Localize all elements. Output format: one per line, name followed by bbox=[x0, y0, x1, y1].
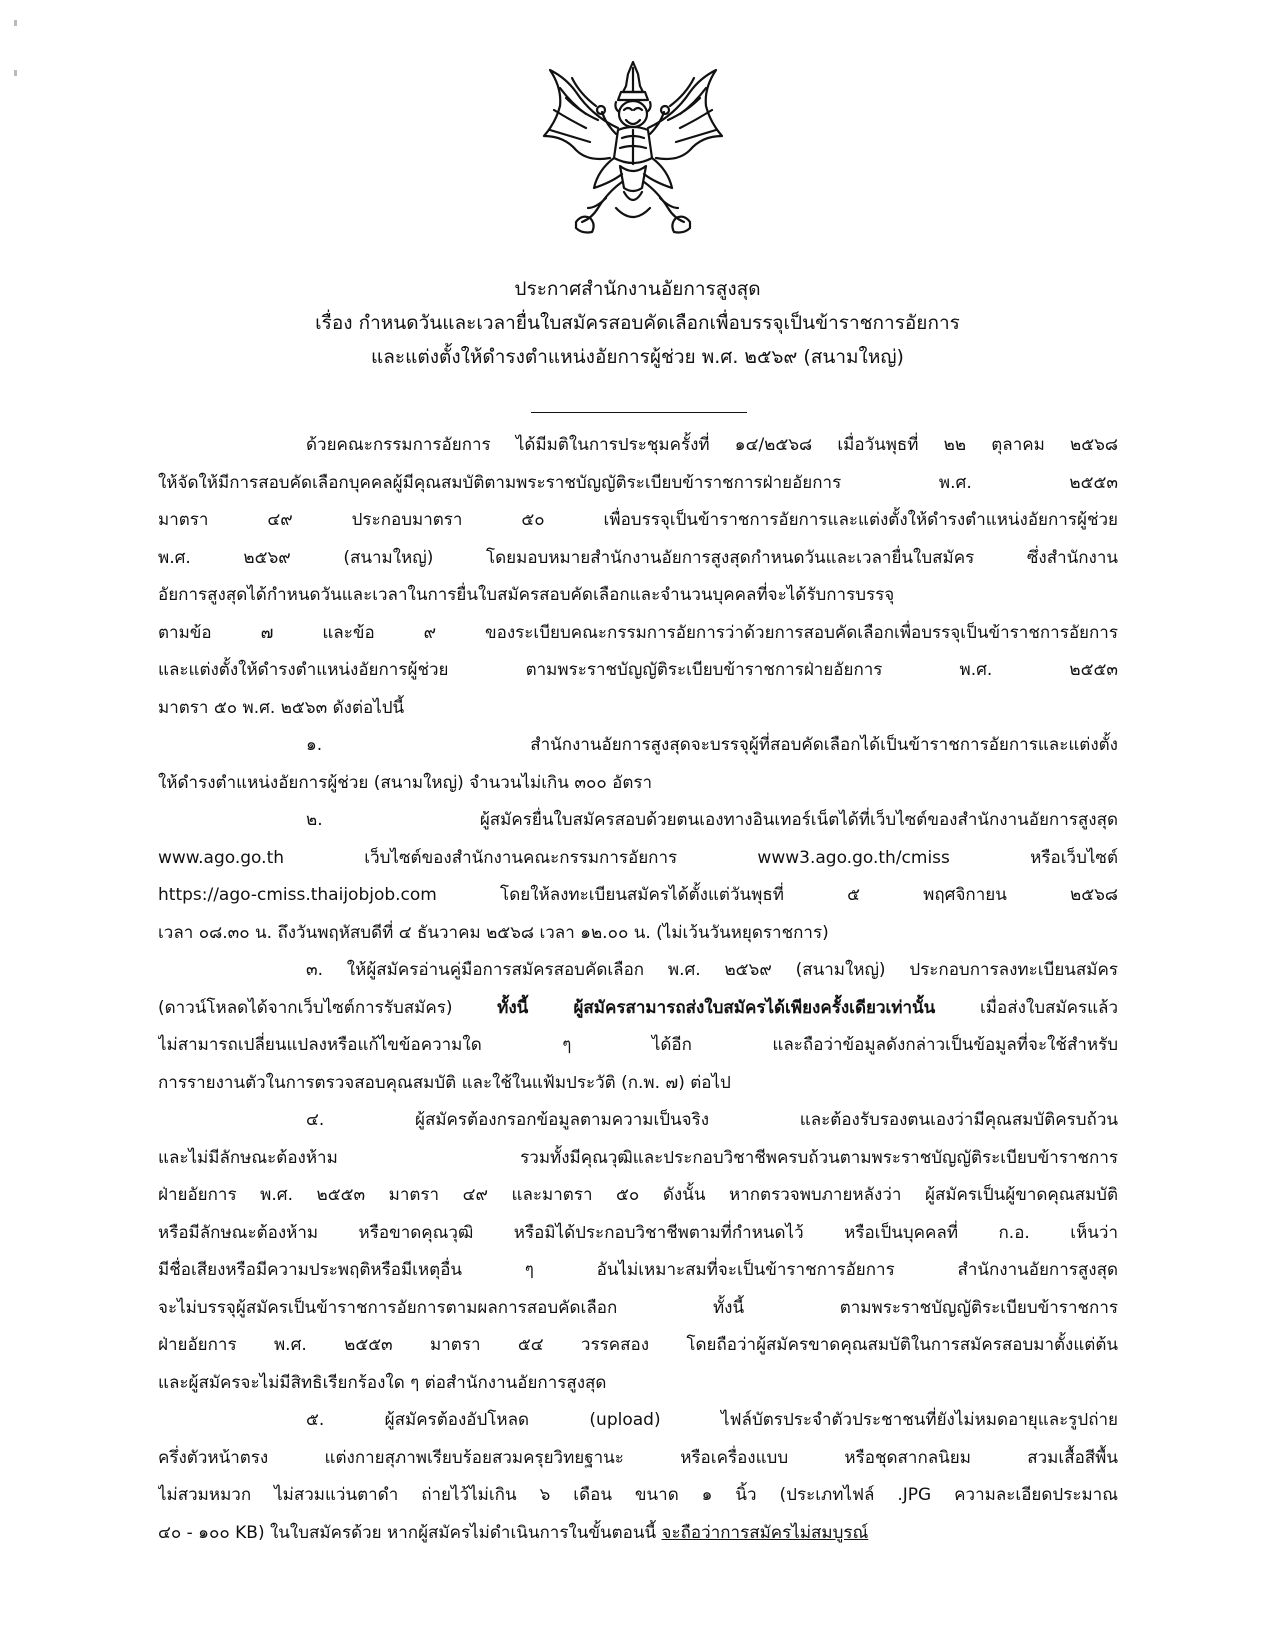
title-line-2: เรื่อง กำหนดวันและเวลายื่นใบสมัครสอบคัดเลือกเพื่อบรรจุเป็นข้าราชการอัยการ bbox=[315, 312, 960, 334]
garuda-emblem-icon bbox=[536, 58, 730, 240]
intro-line: อัยการสูงสุดได้กำหนดวันและเวลาในการยื่นใบสมัครสอบคัดเลือกและจำนวนบุคคลที่จะได้รับการบรรจุ bbox=[158, 585, 895, 605]
item-5-text: ๔๐ - ๑๐๐ KB) ในใบสมัครด้วย หากผู้สมัครไม่ดำเนินการในขั้นตอนนี้ bbox=[158, 1522, 662, 1543]
item-1-line: ๑. สำนักงานอัยการสูงสุดจะบรรจุผู้ที่สอบคัดเลือกได้เป็นข้าราชการอัยการและแต่งตั้ง bbox=[306, 735, 1118, 755]
item-5-line: ไม่สวมหมวก ไม่สวมแว่นตาดำ ถ่ายไว้ไม่เกิน ๖ เดือน ขนาด ๑ นิ้ว (ประเภทไฟล์ .JPG ความละเอียดประมาณ bbox=[158, 1485, 1118, 1505]
item-3-line bbox=[158, 990, 1118, 1028]
item-5-line: ๕. ผู้สมัครต้องอัปโหลด (upload) ไฟล์บัตรประจำตัวประชาชนที่ยังไม่หมดอายุและรูปถ่าย bbox=[306, 1410, 1118, 1430]
item-3-emphasis: ทั้งนี้ ผู้สมัครสามารถส่งใบสมัครได้เพียงครั้งเดียวเท่านั้น bbox=[497, 997, 936, 1018]
item-3-line: ๓. ให้ผู้สมัครอ่านคู่มือการสมัครสอบคัดเลือก พ.ศ. ๒๕๖๙ (สนามใหญ่) ประกอบการลงทะเบียนสมัคร bbox=[306, 960, 1118, 980]
announcement-title bbox=[150, 272, 1125, 374]
item-2-line: ๒. ผู้สมัครยื่นใบสมัครสอบด้วยตนเองทางอินเทอร์เน็ตได้ที่เว็บไซต์ของสำนักงานอัยการสูงสุด bbox=[306, 810, 1118, 830]
item-4-line: มีชื่อเสียงหรือมีความประพฤติหรือมีเหตุอื่น ๆ อันไม่เหมาะสมที่จะเป็นข้าราชการอัยการ สำนักงานอัยการสูงสุด bbox=[158, 1260, 1118, 1280]
item-3-line: การรายงานตัวในการตรวจสอบคุณสมบัติ และใช้ในแฟ้มประวัติ (ก.พ. ๗) ต่อไป bbox=[158, 1072, 731, 1093]
title-divider bbox=[531, 412, 747, 413]
intro-line: มาตรา ๔๙ ประกอบมาตรา ๕๐ เพื่อบรรจุเป็นข้าราชการอัยการและแต่งตั้งให้ดำรงตำแหน่งอัยการผู้ช่วย bbox=[158, 510, 1118, 530]
item-2-line: www.ago.go.th เว็บไซต์ของสำนักงานคณะกรรมการอัยการ www3.ago.go.th/cmiss หรือเว็บไซต์ bbox=[158, 847, 1118, 868]
scan-mark bbox=[14, 20, 17, 26]
intro-line: พ.ศ. ๒๕๖๙ (สนามใหญ่) โดยมอบหมายสำนักงานอัยการสูงสุดกำหนดวันและเวลายื่นใบสมัคร ซึ่งสำนักงาน bbox=[158, 547, 1118, 568]
item-5-line: ครึ่งตัวหน้าตรง แต่งกายสุภาพเรียบร้อยสวมครุยวิทยฐานะ หรือเครื่องแบบ หรือชุดสากลนิยม สวมเสื้อสีพื้น bbox=[158, 1447, 1118, 1468]
title-line-1: ประกาศสำนักงานอัยการสูงสุด bbox=[514, 278, 761, 300]
item-4-line: และไม่มีลักษณะต้องห้าม รวมทั้งมีคุณวุฒิและประกอบวิชาชีพครบถ้วนตามพระราชบัญญัติระเบียบข้าราชการ bbox=[158, 1147, 1118, 1168]
item-4-line: และผู้สมัครจะไม่มีสิทธิเรียกร้องใด ๆ ต่อสำนักงานอัยการสูงสุด bbox=[158, 1372, 607, 1393]
item-2-line: https://ago-cmiss.thaijobjob.com โดยให้ลงทะเบียนสมัครได้ตั้งแต่วันพุธที่ ๕ พฤศจิกายน ๒๕๖๘ bbox=[158, 885, 1118, 905]
scan-mark bbox=[14, 70, 17, 76]
item-3-text: เมื่อส่งใบสมัครแล้ว bbox=[935, 997, 1118, 1018]
item-5-line bbox=[158, 1515, 1118, 1553]
announcement-body bbox=[158, 427, 1118, 1552]
item-5-emphasis: จะถือว่าการสมัครไม่สมบูรณ์ bbox=[661, 1522, 869, 1543]
item-2-line: เวลา ๐๘.๓๐ น. ถึงวันพฤหัสบดีที่ ๔ ธันวาคม ๒๕๖๘ เวลา ๑๒.๐๐ น. (ไม่เว้นวันหยุดราชการ) bbox=[158, 922, 829, 943]
item-4-line: หรือมีลักษณะต้องห้าม หรือขาดคุณวุฒิ หรือมิได้ประกอบวิชาชีพตามที่กำหนดไว้ หรือเป็นบุคคลที่ ก.อ. เห็นว่า bbox=[158, 1222, 1118, 1243]
item-1-line: ให้ดำรงตำแหน่งอัยการผู้ช่วย (สนามใหญ่) จำนวนไม่เกิน ๓๐๐ อัตรา bbox=[158, 772, 653, 793]
item-3-line: ไม่สามารถเปลี่ยนแปลงหรือแก้ไขข้อความใด ๆ ได้อีก และถือว่าข้อมูลดังกล่าวเป็นข้อมูลที่จะใช้สำหรับ bbox=[158, 1035, 1118, 1055]
item-4-line: ฝ่ายอัยการ พ.ศ. ๒๕๕๓ มาตรา ๕๔ วรรคสอง โดยถือว่าผู้สมัครขาดคุณสมบัติในการสมัครสอบมาตั้งแต่ต้น bbox=[158, 1335, 1118, 1355]
item-4-line: ๔. ผู้สมัครต้องกรอกข้อมูลตามความเป็นจริง และต้องรับรองตนเองว่ามีคุณสมบัติครบถ้วน bbox=[306, 1110, 1118, 1130]
item-4-line: ฝ่ายอัยการ พ.ศ. ๒๕๕๓ มาตรา ๔๙ และมาตรา ๕๐ ดังนั้น หากตรวจพบภายหลังว่า ผู้สมัครเป็นผู้ขาดคุณสมบัติ bbox=[158, 1185, 1118, 1205]
intro-line: ตามข้อ ๗ และข้อ ๙ ของระเบียบคณะกรรมการอัยการว่าด้วยการสอบคัดเลือกเพื่อบรรจุเป็นข้าราชการอัยการ bbox=[158, 622, 1118, 643]
item-4-line: จะไม่บรรจุผู้สมัครเป็นข้าราชการอัยการตามผลการสอบคัดเลือก ทั้งนี้ ตามพระราชบัญญัติระเบียบข้าราชการ bbox=[158, 1297, 1118, 1318]
intro-line: และแต่งตั้งให้ดำรงตำแหน่งอัยการผู้ช่วย ตามพระราชบัญญัติระเบียบข้าราชการฝ่ายอัยการ พ.ศ. ๒๕๕๓ bbox=[158, 660, 1118, 680]
intro-line: ให้จัดให้มีการสอบคัดเลือกบุคคลผู้มีคุณสมบัติตามพระราชบัญญัติระเบียบข้าราชการฝ่ายอัยการ พ.ศ. ๒๕๕๓ bbox=[158, 472, 1118, 493]
item-3-text: (ดาวน์โหลดได้จากเว็บไซต์การรับสมัคร) bbox=[158, 997, 498, 1018]
intro-line: มาตรา ๕๐ พ.ศ. ๒๕๖๓ ดังต่อไปนี้ bbox=[158, 697, 405, 718]
title-line-3: และแต่งตั้งให้ดำรงตำแหน่งอัยการผู้ช่วย พ.ศ. ๒๕๖๙ (สนามใหญ่) bbox=[371, 346, 904, 368]
intro-line: ด้วยคณะกรรมการอัยการ ได้มีมติในการประชุมครั้งที่ ๑๔/๒๕๖๘ เมื่อวันพุธที่ ๒๒ ตุลาคม ๒๕๖๘ bbox=[306, 435, 1118, 455]
